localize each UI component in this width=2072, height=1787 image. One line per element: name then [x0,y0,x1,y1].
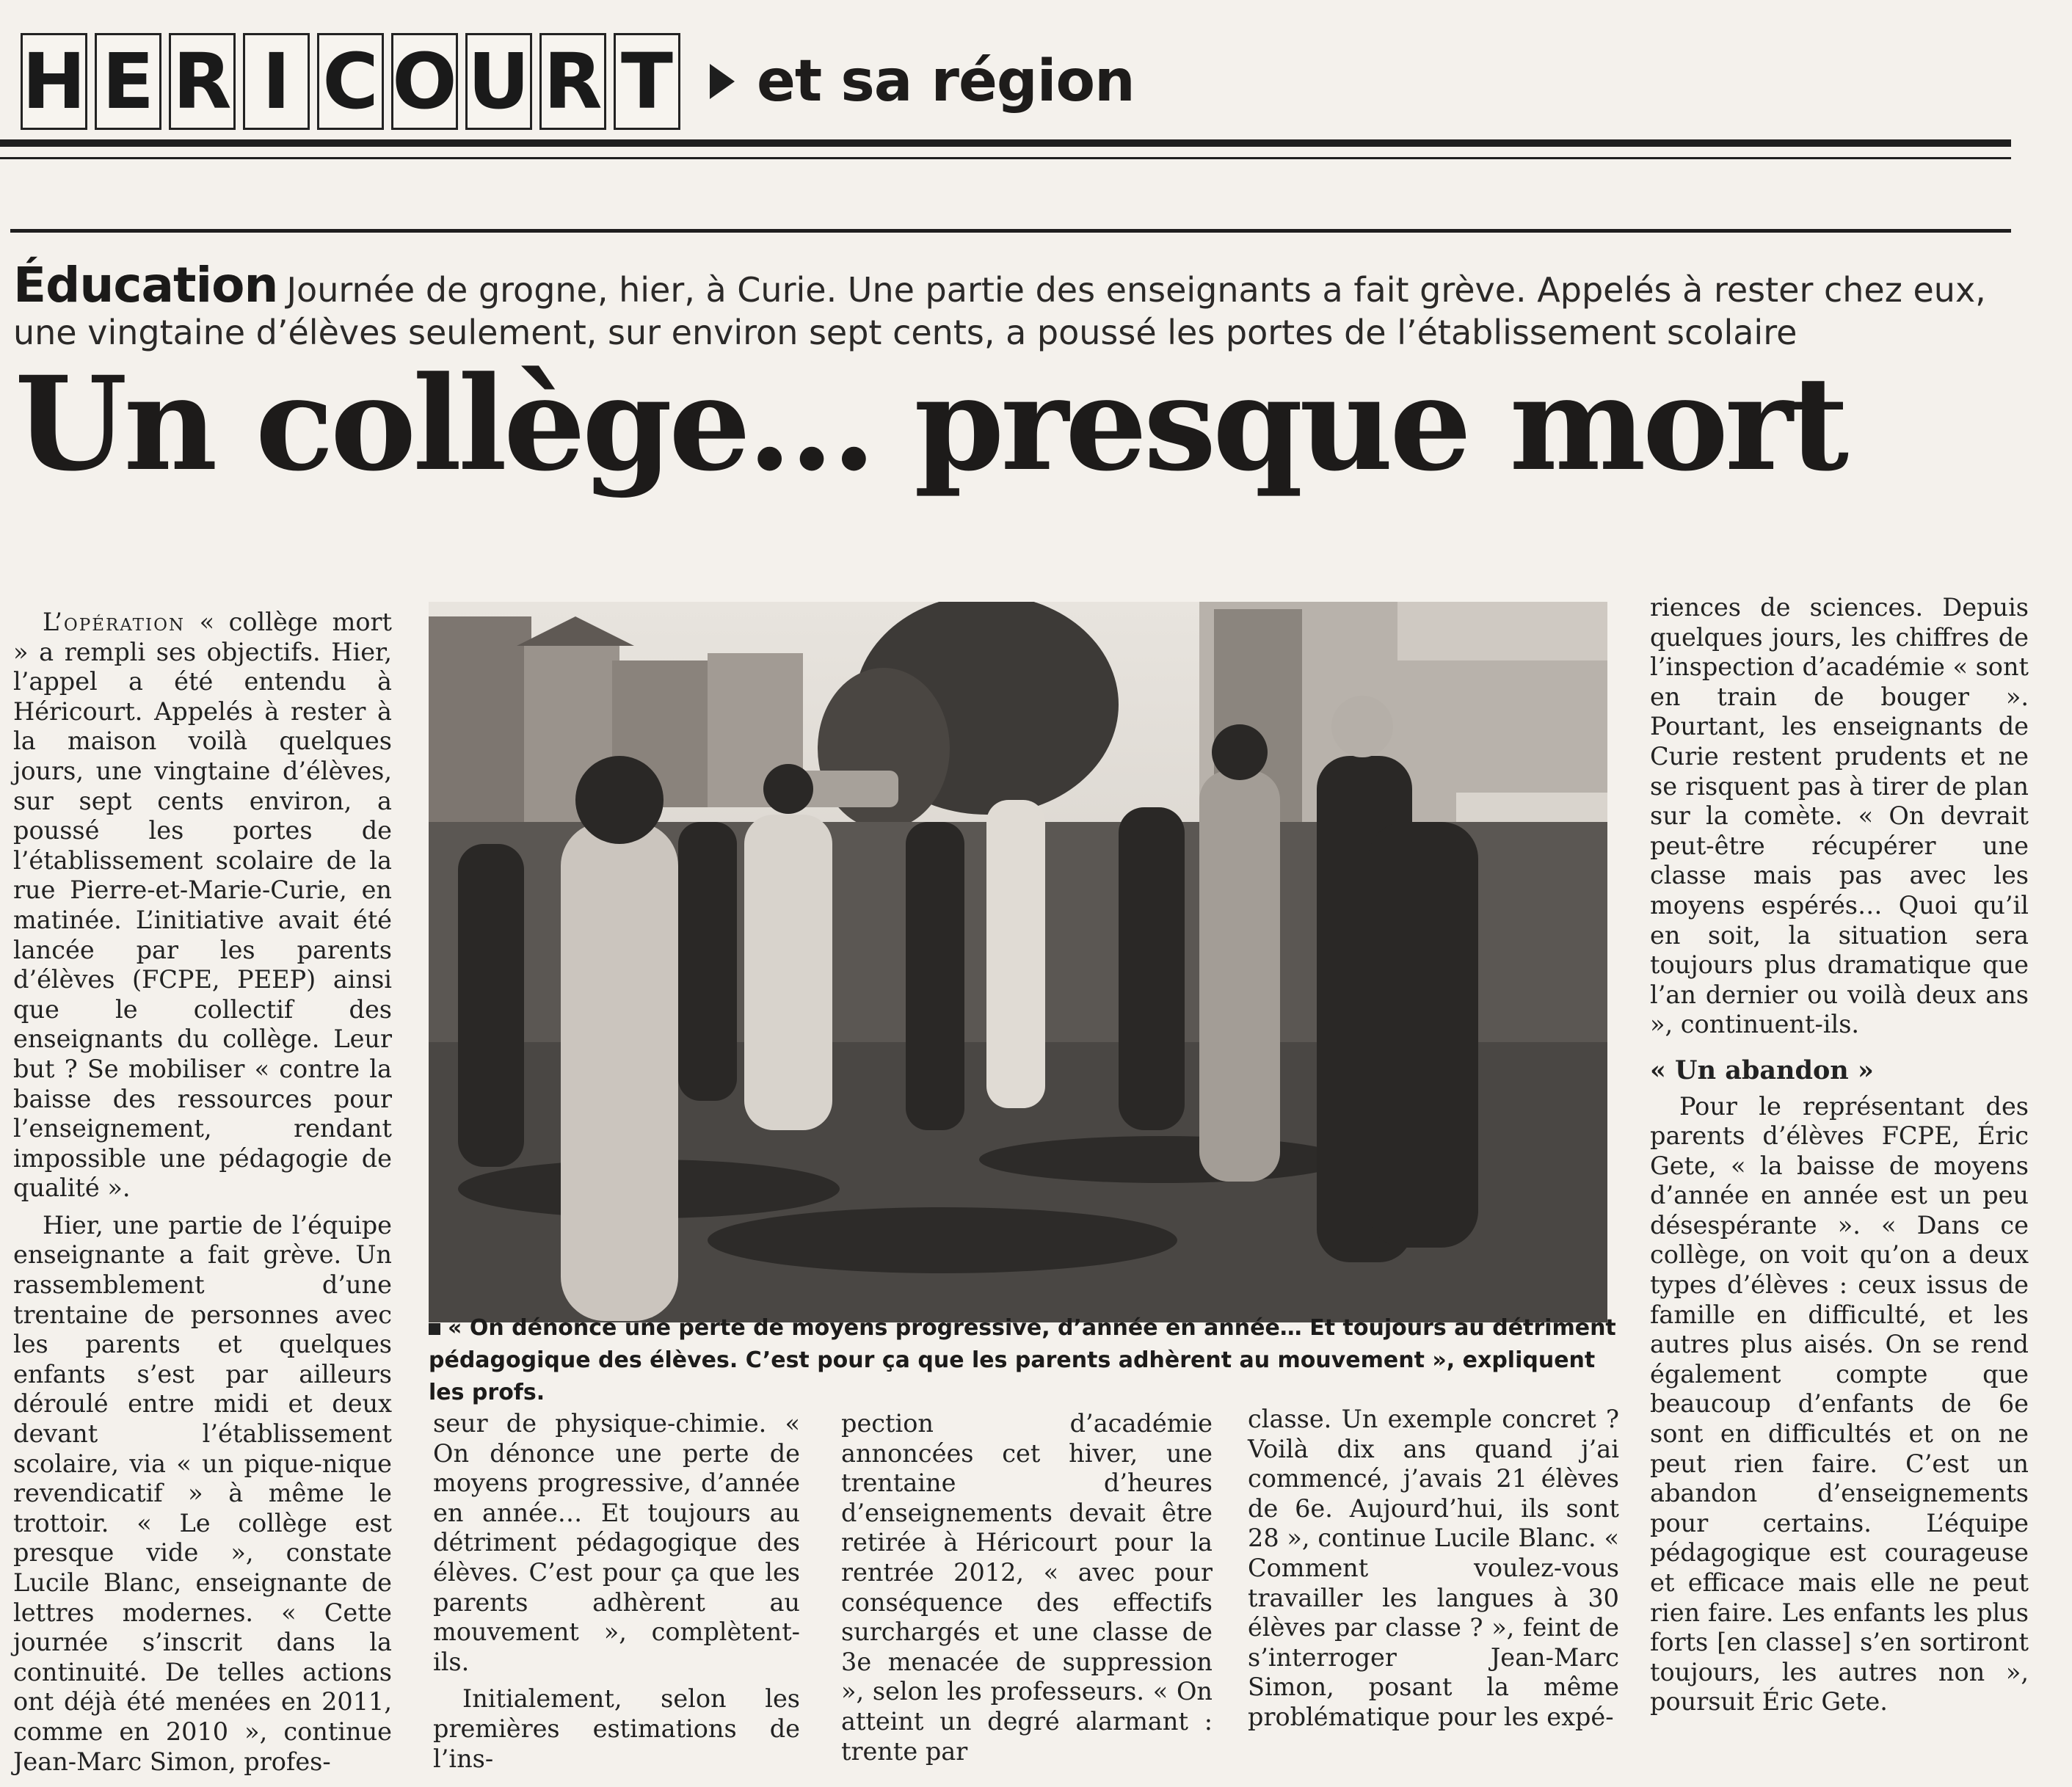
masthead-letter: I [243,33,310,130]
paragraph: Initialement, selon les premières estimations de l’ins- [433,1684,800,1773]
subheading: « Un abandon » [1650,1055,1874,1085]
column-2 [433,1409,800,1774]
lead-word: L’opération [43,608,186,636]
masthead-letter: O [391,33,458,130]
masthead-letter: R [169,33,236,130]
paragraph: seur de physique-chimie. « On dénonce une perte de moyens progressive, d’année en année… Et toujours au détriment pédagogique des élèves. C’est pour ça que les parents adhèrent au mouvement », complètent-ils. [433,1409,800,1676]
article-top-rule [10,229,2011,233]
masthead-letter: R [539,33,606,130]
column-4 [1248,1405,1619,1733]
paragraph: riences de sciences. Depuis quelques jours, les chiffres de l’inspection d’académie « sont en train de bouger ». Pourtant, les enseignants de Curie restent prudents et ne se risquent pas à tirer de plan sur la comète. « On devrait peut-être récupérer une classe mais pas avec les moyens espérés… Quoi qu’il en soit, la situation sera toujours plus dramatique que l’an dernier ou voilà deux ans », continuent-ils. [1650,593,2029,1039]
headline: Un collège… presque mort [15,348,1846,500]
paragraph: pection d’académie annoncées cet hiver, une trentaine d’heures d’enseignements devait être retirée à Héricourt pour la rentrée 2012, « avec pour conséquence des effectifs surchargés et une classe de 3e menacée de suppression », selon les professeurs. « On atteint un degré alarmant : trente par [841,1409,1213,1766]
masthead-letter: E [95,33,161,130]
column-5 [1650,593,2029,1717]
column-1 [13,608,392,1777]
masthead-letter: U [465,33,532,130]
article-photo [429,602,1607,1322]
paragraph: Pour le représentant des parents d’élèves FCPE, Éric Gete, « la baisse de moyens d’année en année est un peu désespérante ». « Dans ce collège, on voit qu’on a deux types d’élèves : ceux issus de famille en difficulté, et les autres plus aisés. On se rend également compte que beaucoup d’enfants de 6e sont en difficultés et on ne peut rien faire. C’est un abandon d’enseignements pour certains. L’équipe pédagogique est courageuse et efficace mais elle ne peut rien faire. Les enfants les plus forts [en classe] s’en sortiront toujours, les autres non », poursuit Éric Gete. [1650,1091,2029,1717]
column-3 [841,1409,1213,1766]
deck-text: Journée de grogne, hier, à Curie. Une partie des enseignants a fait grève. Appelés à rester chez eux, une vingtaine d’élèves seulement, sur environ sept cents, a poussé les portes de l’établissement scolaire [13,270,1986,352]
paragraph: classe. Un exemple concret ? Voilà dix ans quand j’ai commencé, j’avais 21 élèves de 6e. Aujourd’hui, ils sont 28 », continue Lucile Blanc. « Comment voulez-vous travailler les langues à 30 élèves par classe ? », feint de s’interroger Jean-Marc Simon, posant la même problématique pour les expé- [1248,1405,1619,1731]
masthead-rule [0,139,2011,147]
bullet-square-icon [429,1323,440,1335]
photo-caption [429,1312,1632,1409]
caption-text: « On dénonce une perte de moyens progressive, d’année en année… Et toujours au détriment pédagogique des élèves. C’est pour ça que les parents adhèrent au mouvement », expliquent les profs. [429,1315,1616,1405]
arrow-right-icon [710,64,735,99]
masthead [21,26,1135,137]
masthead-rule-thin [0,157,2011,159]
masthead-letter: C [317,33,384,130]
masthead-letter: T [614,33,680,130]
paragraph: « collège mort » a rempli ses objectifs. Hier, l’appel a été entendu à Héricourt. Appelés à rester à la maison voilà quelques jours, une vingtaine d’élèves, sur sept cents environ, a poussé les portes de l’établissement scolaire de la rue Pierre-et-Marie-Curie, en matinée. L’initiative avait été lancée par les parents d’élèves (FCPE, PEEP) ainsi que le collectif des enseignants du collège. Leur but ? Se mobiliser « contre la baisse des ressources pour l’enseignement, rendant impossible une pédagogie de qualité ». [13,608,392,1203]
article-deck [13,257,2017,354]
region-label: et sa région [757,48,1135,114]
paragraph: Hier, une partie de l’équipe enseignante a fait grève. Un rassemblement d’une trentaine de personnes avec les parents et quelques enfants s’est par ailleurs déroulé entre midi et deux devant l’établissement scolaire, via « un pique-nique revendicatif » à même le trottoir. « Le collège est presque vide », constate Lucile Blanc, enseignante de lettres modernes. « Cette journée s’inscrit dans la continuité. De telles actions ont déjà été menées en 2011, comme en 2010 », continue Jean-Marc Simon, profes- [13,1210,392,1776]
masthead-letter: H [21,33,87,130]
section-label: Éducation [13,257,278,313]
photo-illustration [429,602,1607,1322]
